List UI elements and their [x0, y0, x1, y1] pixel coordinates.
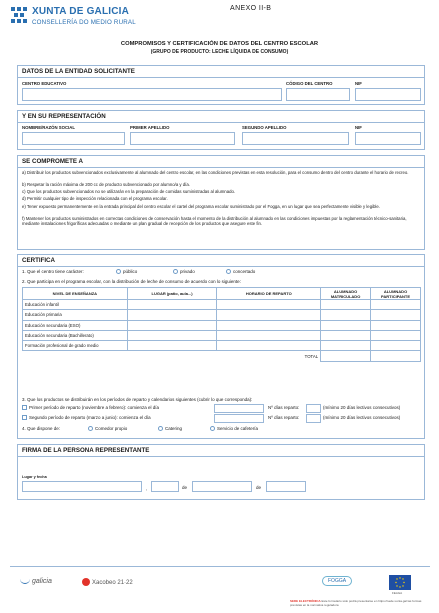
table-header-cell: ALUMNADO PARTICIPANTE — [371, 288, 421, 300]
org-dept: CONSELLERÍA DO MEDIO RURAL — [32, 19, 136, 26]
applicant-section — [17, 65, 425, 105]
school-label: CENTRO EDUCATIVO — [22, 81, 67, 86]
table-cell-input[interactable] — [321, 341, 371, 351]
table-row-label: Educación secundaria (ESO) — [23, 320, 128, 330]
commitment-item: f) Mantener los productos suministrados en correctas condiciones de conservación hasta el momento de la distribución al alumnado en las condiciones impuestas por la reglamentación técnico-sanitaria, mediante instalaciones frigoríficas adecuadas o mediante un plan gradual de recepción de los productos que asegure este fin. — [22, 216, 407, 227]
signature-section — [17, 444, 425, 500]
radio-icon — [88, 426, 93, 431]
period2-option[interactable]: Segundo período de reparto (marzo a junio): comienza el día — [22, 415, 151, 421]
table-cell-input[interactable] — [321, 330, 371, 340]
question-3: 3. Que los productos se distribuirán en los períodos de reparto y calendarios siguientes (cubrir lo que corresponda): — [22, 397, 253, 402]
table-row — [23, 330, 421, 340]
radio-icon — [226, 269, 231, 274]
fogga-logo: FOGGA — [322, 576, 352, 586]
xacobeo-logo: Xacobeo 21·22 — [82, 578, 133, 586]
table-cell-input[interactable] — [321, 300, 371, 310]
table-cell-input[interactable] — [127, 310, 217, 320]
table-row-label: Educación infantil — [23, 300, 128, 310]
comma-separator: , — [146, 486, 148, 491]
question-1: 1. Que el centro tiene carácter: — [22, 269, 84, 274]
table-cell-input[interactable] — [217, 300, 321, 310]
document-title: COMPROMISOS Y CERTIFICACIÓN DE DATOS DEL CENTRO ESCOLAR — [120, 41, 319, 47]
table-cell-input[interactable] — [371, 310, 421, 320]
table-row — [23, 300, 421, 310]
applicant-section-title: DATOS DE LA ENTIDAD SOLICITANTE — [22, 68, 135, 75]
name-label: NOMBRE/RAZÓN SOCIAL — [22, 125, 75, 130]
annex-label: ANEXO II-B — [230, 5, 272, 12]
table-cell-input[interactable] — [127, 341, 217, 351]
document-subtitle: (GRUPO DE PRODUCTO: LECHE LÍQUIDA DE CONSUMO) — [150, 49, 289, 55]
surname2-label: SEGUNDO APELLIDO — [242, 125, 287, 130]
commitment-item: c) Que los productos subvencionados no se utilizarán en la preparación de comidas suministradas al alumnado. — [22, 189, 236, 194]
period2-min-note: (mínimo 20 días lectivos consecutivos) — [323, 415, 401, 420]
xacobeo-icon — [82, 578, 90, 586]
table-header-cell: NIVEL DE ENSEÑANZA — [23, 288, 128, 300]
de-separator-1: de — [182, 485, 188, 490]
commitment-item: b) Respetar la ración máxima de 200 cc de producto subvencionado por alumno/a y día. — [22, 182, 190, 187]
school-code-label: CÓDIGO DEL CENTRO — [286, 81, 333, 86]
representative-nif-field[interactable] — [355, 132, 421, 145]
table-cell-input[interactable] — [217, 320, 321, 330]
period1-min-note: (mínimo 20 días lectivos consecutivos) — [323, 405, 401, 410]
galicia-cross-icon — [10, 6, 28, 26]
period2-days-label: Nº días reparto: — [268, 415, 300, 420]
surname2-field[interactable] — [242, 132, 349, 145]
table-cell-input[interactable] — [371, 320, 421, 330]
question-4: 4. Que dispone de: — [22, 426, 61, 431]
table-total-row — [23, 351, 421, 361]
table-cell-input[interactable] — [127, 330, 217, 340]
table-row — [23, 341, 421, 351]
xunta-logo — [10, 5, 160, 31]
table-row-label: Educación primaria — [23, 310, 128, 320]
checkbox-icon — [22, 415, 27, 420]
galicia-icon — [20, 579, 30, 584]
name-field[interactable] — [22, 132, 125, 145]
option-catering[interactable]: Catering — [158, 426, 182, 432]
table-header-cell: LUGAR (patio, aula...) — [127, 288, 217, 300]
option-public[interactable]: público — [116, 269, 137, 275]
surname1-field[interactable] — [130, 132, 235, 145]
period1-days-label: Nº días reparto: — [268, 405, 300, 410]
representative-nif-label: NIF — [355, 125, 362, 130]
certifies-section — [17, 254, 425, 439]
commitment-item: d) Permitir cualquier tipo de inspección relacionada con el programa escolar. — [22, 196, 168, 201]
option-cafeteria[interactable]: Servicio de cafetería — [210, 426, 258, 432]
note-text: Este formulario sólo podrá presentarse en https://sede.xunta.gal las formas previstas en la normativa reguladora — [290, 599, 422, 607]
table-header-cell: HORARIO DE REPARTO — [217, 288, 321, 300]
table-row-label: Formación profesional de grado medio — [23, 341, 128, 351]
day-field[interactable] — [151, 481, 179, 492]
applicant-nif-field[interactable] — [355, 88, 421, 101]
table-cell-input[interactable] — [127, 320, 217, 330]
table-total-label: TOTAL — [23, 351, 321, 361]
table-cell-input[interactable] — [217, 310, 321, 320]
school-code-field[interactable] — [286, 88, 350, 101]
org-name: XUNTA DE GALICIA — [32, 6, 130, 17]
radio-icon — [210, 426, 215, 431]
table-total-enrolled[interactable] — [321, 351, 371, 361]
period2-start-field[interactable] — [214, 414, 264, 423]
school-field[interactable] — [22, 88, 282, 101]
table-cell-input[interactable] — [321, 320, 371, 330]
place-field[interactable] — [22, 481, 142, 492]
table-cell-input[interactable] — [371, 300, 421, 310]
representative-section-title: Y EN SU REPRESENTACIÓN — [22, 113, 106, 120]
table-header-row — [23, 288, 421, 300]
commitments-section-title: SE COMPROMETE A — [22, 158, 83, 165]
table-cell-input[interactable] — [217, 341, 321, 351]
month-field[interactable] — [192, 481, 252, 492]
table-row-label: Educación secundaria (Bachillerato) — [23, 330, 128, 340]
commitments-section — [17, 155, 425, 250]
applicant-nif-label: NIF — [355, 81, 362, 86]
table-cell-input[interactable] — [217, 330, 321, 340]
table-cell-input[interactable] — [321, 310, 371, 320]
signature-section-title: FIRMA DE LA PERSONA REPRESENTANTE — [22, 447, 150, 454]
table-cell-input[interactable] — [371, 341, 421, 351]
table-cell-input[interactable] — [127, 300, 217, 310]
table-row — [23, 310, 421, 320]
question-2: 2. Que participa en el programa escolar, con la distribución de leche de consumo de acuerdo con lo siguiente: — [22, 279, 241, 284]
table-cell-input[interactable] — [371, 330, 421, 340]
galicia-logo: galicia — [20, 578, 52, 585]
period1-start-field[interactable] — [214, 404, 264, 413]
note-title: SEDE ELECTRÓNICA — [290, 599, 321, 603]
commitment-item: e) Tener expuesto permanentemente en la entrada principal del centro escolar el cartel del programa escolar suministrado por el Fogga, en un lugar que sea perfectamente visible y legible. — [22, 204, 380, 209]
option-private[interactable]: privado — [173, 269, 195, 275]
surname1-label: PRIMER APELLIDO — [130, 125, 170, 130]
de-separator-2: de — [256, 485, 262, 490]
table-header-cell: ALUMNADO MATRICULADO — [321, 288, 371, 300]
electronic-office-note — [290, 600, 430, 607]
period2-days-field[interactable] — [306, 414, 321, 423]
year-field[interactable] — [266, 481, 306, 492]
footer-divider — [10, 566, 430, 567]
radio-icon — [116, 269, 121, 274]
radio-icon — [158, 426, 163, 431]
table-row — [23, 320, 421, 330]
checkbox-icon — [22, 405, 27, 410]
option-concerted[interactable]: concertado — [226, 269, 255, 275]
distribution-table — [22, 287, 421, 362]
period1-option[interactable]: Primer período de reparto (noviembre a febrero): comienza el día — [22, 405, 159, 411]
representative-section — [17, 110, 425, 150]
place-date-label: Lugar y fecha — [22, 475, 47, 479]
period1-days-field[interactable] — [306, 404, 321, 413]
commitment-item: a) Distribuir los productos subvencionados exclusivamente al alumnado del centro escolar, en las condiciones previstas en esta resolución, para el consumo dentro del centro durante el horario de recreo. — [22, 170, 409, 175]
table-total-participants[interactable] — [371, 351, 421, 361]
certifies-section-title: CERTIFICA — [22, 257, 55, 264]
radio-icon — [173, 269, 178, 274]
eu-flag-icon — [389, 575, 411, 590]
option-own-canteen[interactable]: Comedor propio — [88, 426, 127, 432]
eu-caption: FEAGA — [392, 591, 403, 595]
